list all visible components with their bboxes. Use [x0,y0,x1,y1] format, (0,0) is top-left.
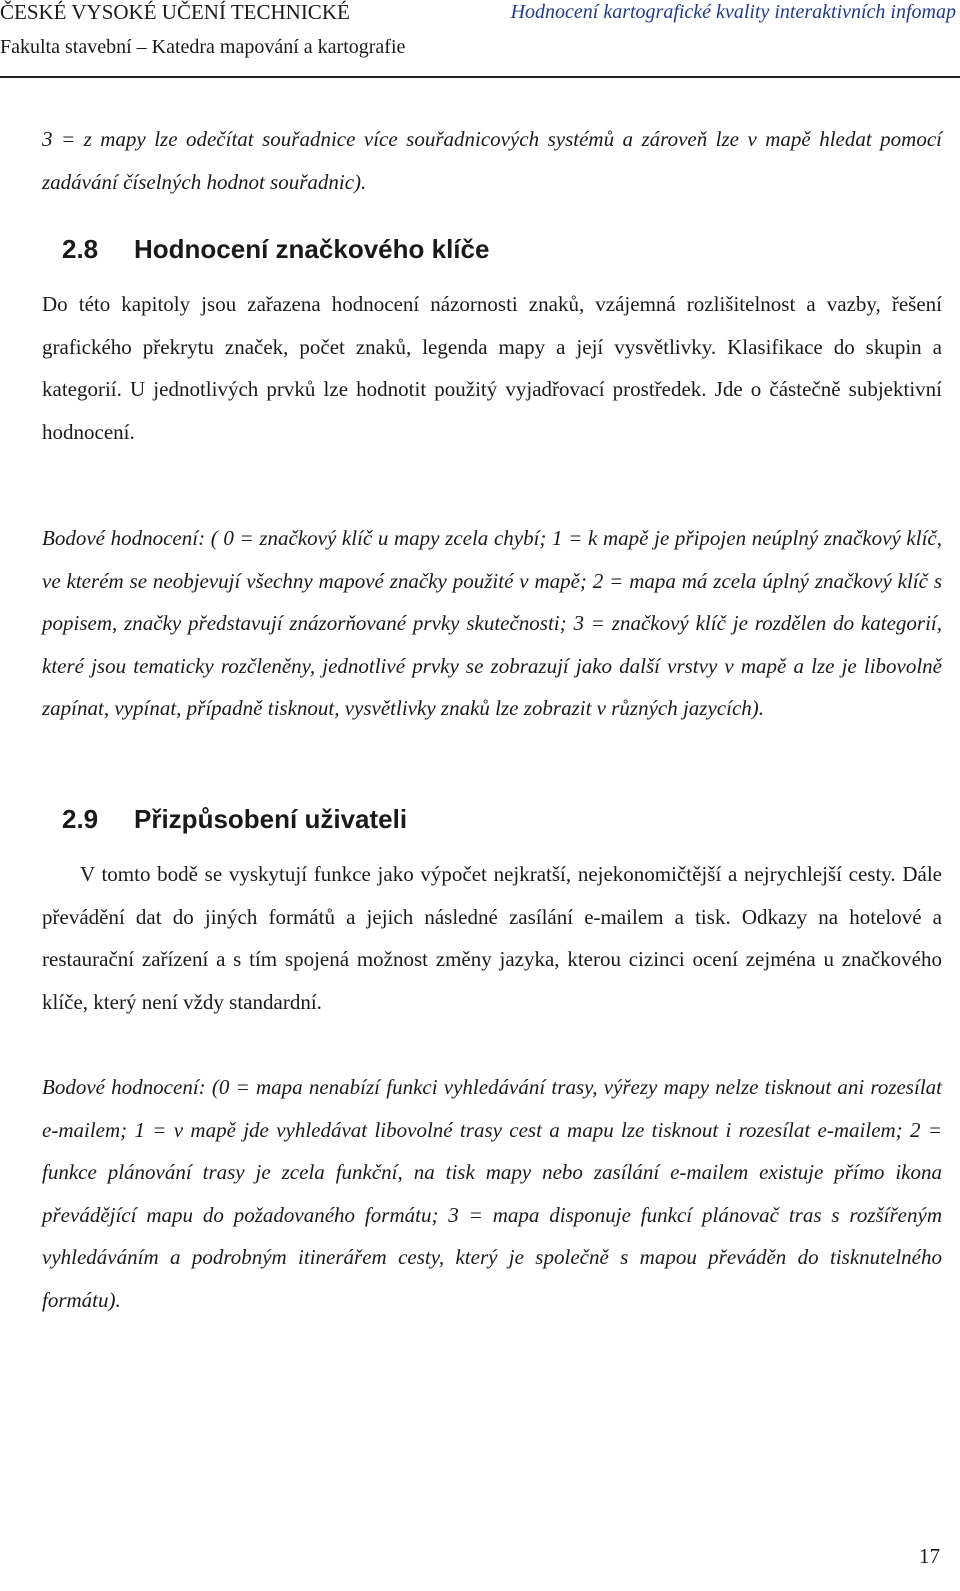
section-2-9-paragraph: V tomto bodě se vyskytují funkce jako výpočet nejkratší, nejekonomičtější a nejrychlejší cesty. Dále převádění dat do jiných formátů a jejich následné zasílání e-mailem a tisk. Odkazy na hotelové a restaurační zařízení a s tím spojená možnost změny jazyka, kterou cizinci ocení zejména u značkového klíče, který není vždy standardní. [42,862,942,1014]
header-document-title: Hodnocení kartografické kvality interaktivních infomap [510,1,956,23]
page-header [0,0,960,80]
header-university: ČESKÉ VYSOKÉ UČENÍ TECHNICKÉ [0,0,350,24]
section-heading-2-9 [62,804,407,835]
section-title: Přizpůsobení uživateli [134,804,408,834]
header-faculty: Fakulta stavební – Katedra mapování a kartografie [0,36,406,58]
section-2-8-scoring: Bodové hodnocení: ( 0 = značkový klíč u mapy zcela chybí; 1 = k mapě je připojen neúplný značkový klíč, ve kterém se neobjevují všechny mapové značky použité v mapě; 2 = mapa má zcela úplný značkový klíč s popisem, značky představují znázorňované prvky skutečnosti; 3 = značkový klíč je rozdělen do kategorií, které jsou tematicky rozčleněny, jednotlivé prvky se zobrazují jako další vrstvy v mapě a lze je libovolně zapínat, vypínat, případně tisknout, vysvětlivky znaků lze zobrazit v různých jazycích). [42,526,942,720]
intro-scoring-continuation: 3 = z mapy lze odečítat souřadnice více souřadnicových systémů a zároveň lze v mapě hledat pomocí zadávání číselných hodnot souřadnic). [42,127,942,194]
section-number: 2.9 [62,804,99,834]
section-2-8-paragraph: Do této kapitoly jsou zařazena hodnocení názornosti znaků, vzájemná rozlišitelnost a vazby, řešení grafického překrytu značek, počet znaků, legenda mapy a její vysvětlivky. Klasifikace do skupin a kategorií. U jednotlivých prvků lze hodnotit použitý vyjadřovací prostředek. Jde o částečně subjektivní hodnocení. [42,292,942,444]
section-2-9-scoring: Bodové hodnocení: (0 = mapa nenabízí funkci vyhledávání trasy, výřezy mapy nelze tisknout ani rozesílat e-mailem; 1 = v mapě jde vyhledávat libovolné trasy cest a mapu lze tisknout i rozesílat e-mailem; 2 = funkce plánování trasy je zcela funkční, na tisk mapy nebo zasílání e-mailem existuje přímo ikona převádějící mapu do požadovaného formátu; 3 = mapa disponuje funkcí plánovač tras s rozšířeným vyhledáváním a podrobným itinerářem cesty, který je společně s mapou převáděn do tisknutelného formátu). [42,1075,942,1312]
section-heading-2-8 [62,234,489,265]
page-number: 17 [919,1544,940,1568]
header-divider [0,76,960,78]
section-number: 2.8 [62,234,99,264]
section-title: Hodnocení značkového klíče [134,234,490,264]
